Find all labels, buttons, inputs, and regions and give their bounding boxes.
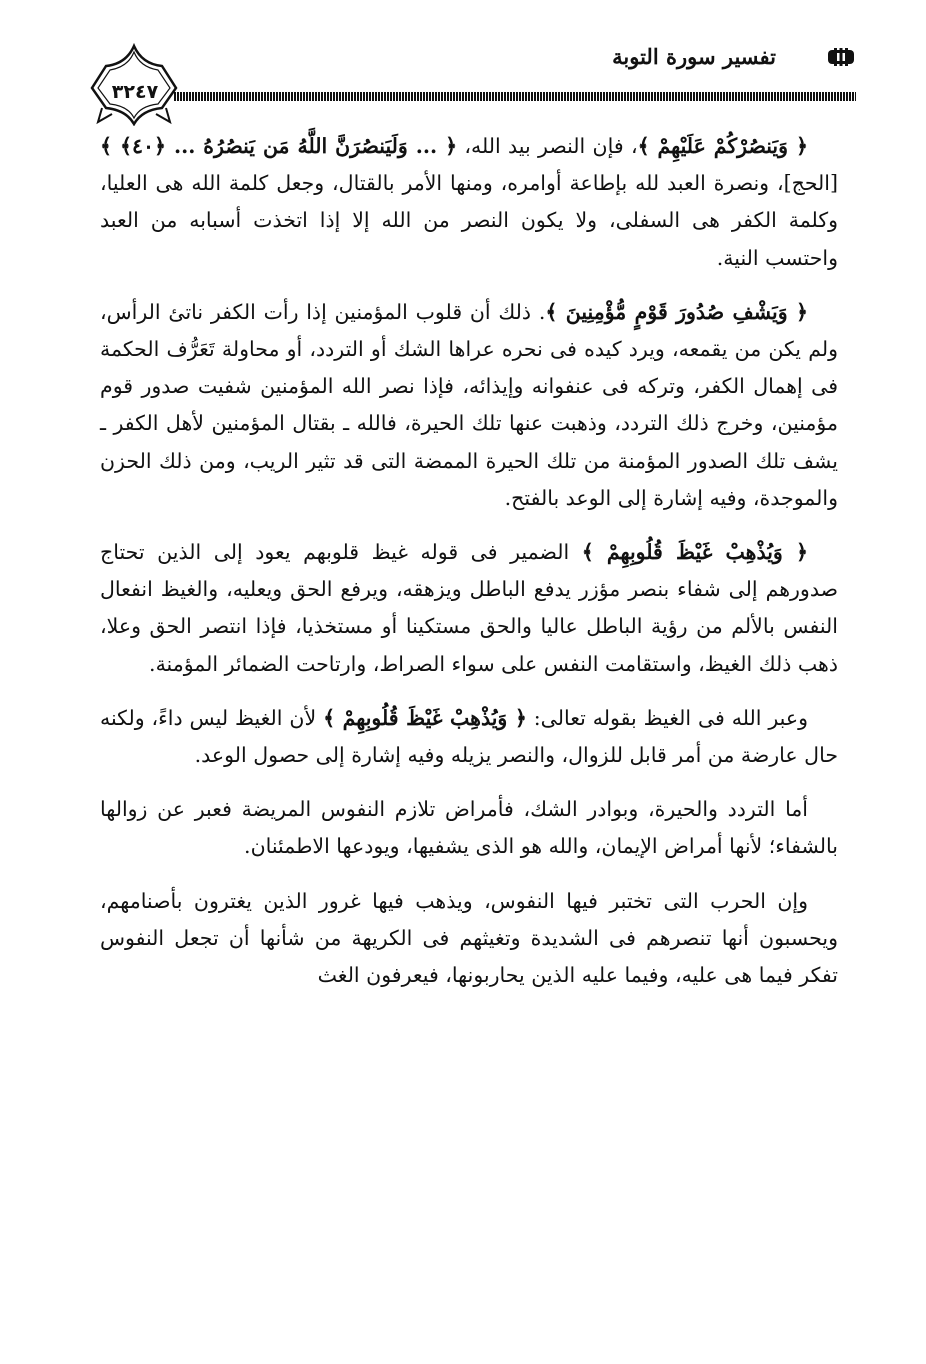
quran-verse: ﴿ وَيُذْهِبْ غَيْظَ قُلُوبِهِمْ ﴾ — [581, 540, 808, 565]
commentary-text: ، فإن النصر بيد الله، — [457, 134, 638, 158]
quran-verse: ﴿ وَيُذْهِبْ غَيْظَ قُلُوبِهِمْ ﴾ — [323, 705, 527, 730]
commentary-text: وعبر الله فى الغيظ بقوله تعالى: — [526, 705, 809, 730]
ornament-icon — [828, 48, 854, 66]
quran-verse: ﴿ وَيَشْفِ صُدُورَ قَوْمٍ مُّؤْمِنِينَ ﴾ — [545, 299, 808, 324]
page-body — [100, 128, 838, 1011]
paragraph — [100, 700, 838, 774]
commentary-text: . ذلك أن قلوب المؤمنين إذا رأت الكفر ناتئ الرأس، ولم يكن من يقمعه، ويرد كيده فى نحره عراها الشك أو التردد، أو محاولة تَعَرُّف الحكمة فى إهمال الكفر، وتركه فى عنفوانه وإيذائه، فإذا نصر الله المؤمنين شفيت صدور قوم مؤمنين، وخرج ذلك التردد، وذهبت عنها تلك الحيرة، فالله ـ بقتال المؤمنين لأهل الكفر ـ يشف تلك الصدور المؤمنة من تلك الحيرة الممضة التى قد تثير الريب، ومن ذلك الحزن والموجدة، وفيه إشارة إلى الوعد بالفتح. — [100, 299, 838, 510]
paragraph — [100, 883, 838, 995]
paragraph — [100, 294, 838, 517]
header-rule — [174, 92, 856, 101]
commentary-text: [الحج]، ونصرة العبد لله بإطاعة أوامره، ومنها الأمر بالقتال، وجعل كلمة الله هى العليا، وكلمة الكفر هى السفلى، ولا يكون النصر من الله إلا إذا اتخذت أسبابه من العبد واحتسب النية. — [100, 171, 838, 270]
commentary-text: أما التردد والحيرة، وبوادر الشك، فأمراض تلازم النفوس المريضة فعبر عن زوالها بالشفاء؛ لأنها أمراض الإيمان، والله هو الذى يشفيها، ويودعها الاطمئنان. — [100, 797, 838, 859]
quran-verse: ﴿ وَيَنصُرْكُمْ عَلَيْهِمْ ﴾ — [637, 134, 808, 158]
commentary-text: وإن الحرب التى تختبر فيها النفوس، ويذهب فيها غرور الذين يغترون بأصنامهم، ويحسبون أنها تنصرهم فى الشديدة وتغيثهم فى الكريهة من شأنها أن تجعل النفوس تفكر فيما هى عليه، وفيما عليه الذين يحاربونها، فيعرفون الغث — [100, 888, 838, 988]
paragraph — [100, 534, 838, 683]
page-header — [88, 28, 856, 124]
quran-verse: ﴿ ... وَلَيَنصُرَنَّ اللَّهُ مَن يَنصُرُهُ ... ﴿٤٠﴾ ﴾ — [100, 134, 458, 158]
page-number: ٣٢٤٧ — [111, 81, 159, 103]
page-number-badge — [88, 42, 180, 126]
running-title: تفسير سورة التوبة — [612, 44, 776, 69]
paragraph — [100, 128, 838, 277]
commentary-text: لأن الغيظ ليس داءً، ولكنه حال عارضة من أمر قابل للزوال، والنصر يزيله وفيه إشارة إلى حصول الوعد. — [100, 705, 838, 768]
paragraph — [100, 791, 838, 865]
commentary-text: الضمير فى قوله غيظ قلوبهم يعود إلى الذين تحتاج صدورهم إلى شفاء بنصر مؤزر يدفع الباطل ويزهقه، ويرفع الحق ويعليه، والغيظ انفعال النفس بالألم من رؤية الباطل عاليا والحق مستكينا أو مستخذيا، فإذا انتصر الحق وعلا، ذهب ذلك الغيظ، واستقامت النفس على سواء الصراط، وارتاحت الضمائر المؤمنة. — [100, 540, 838, 676]
